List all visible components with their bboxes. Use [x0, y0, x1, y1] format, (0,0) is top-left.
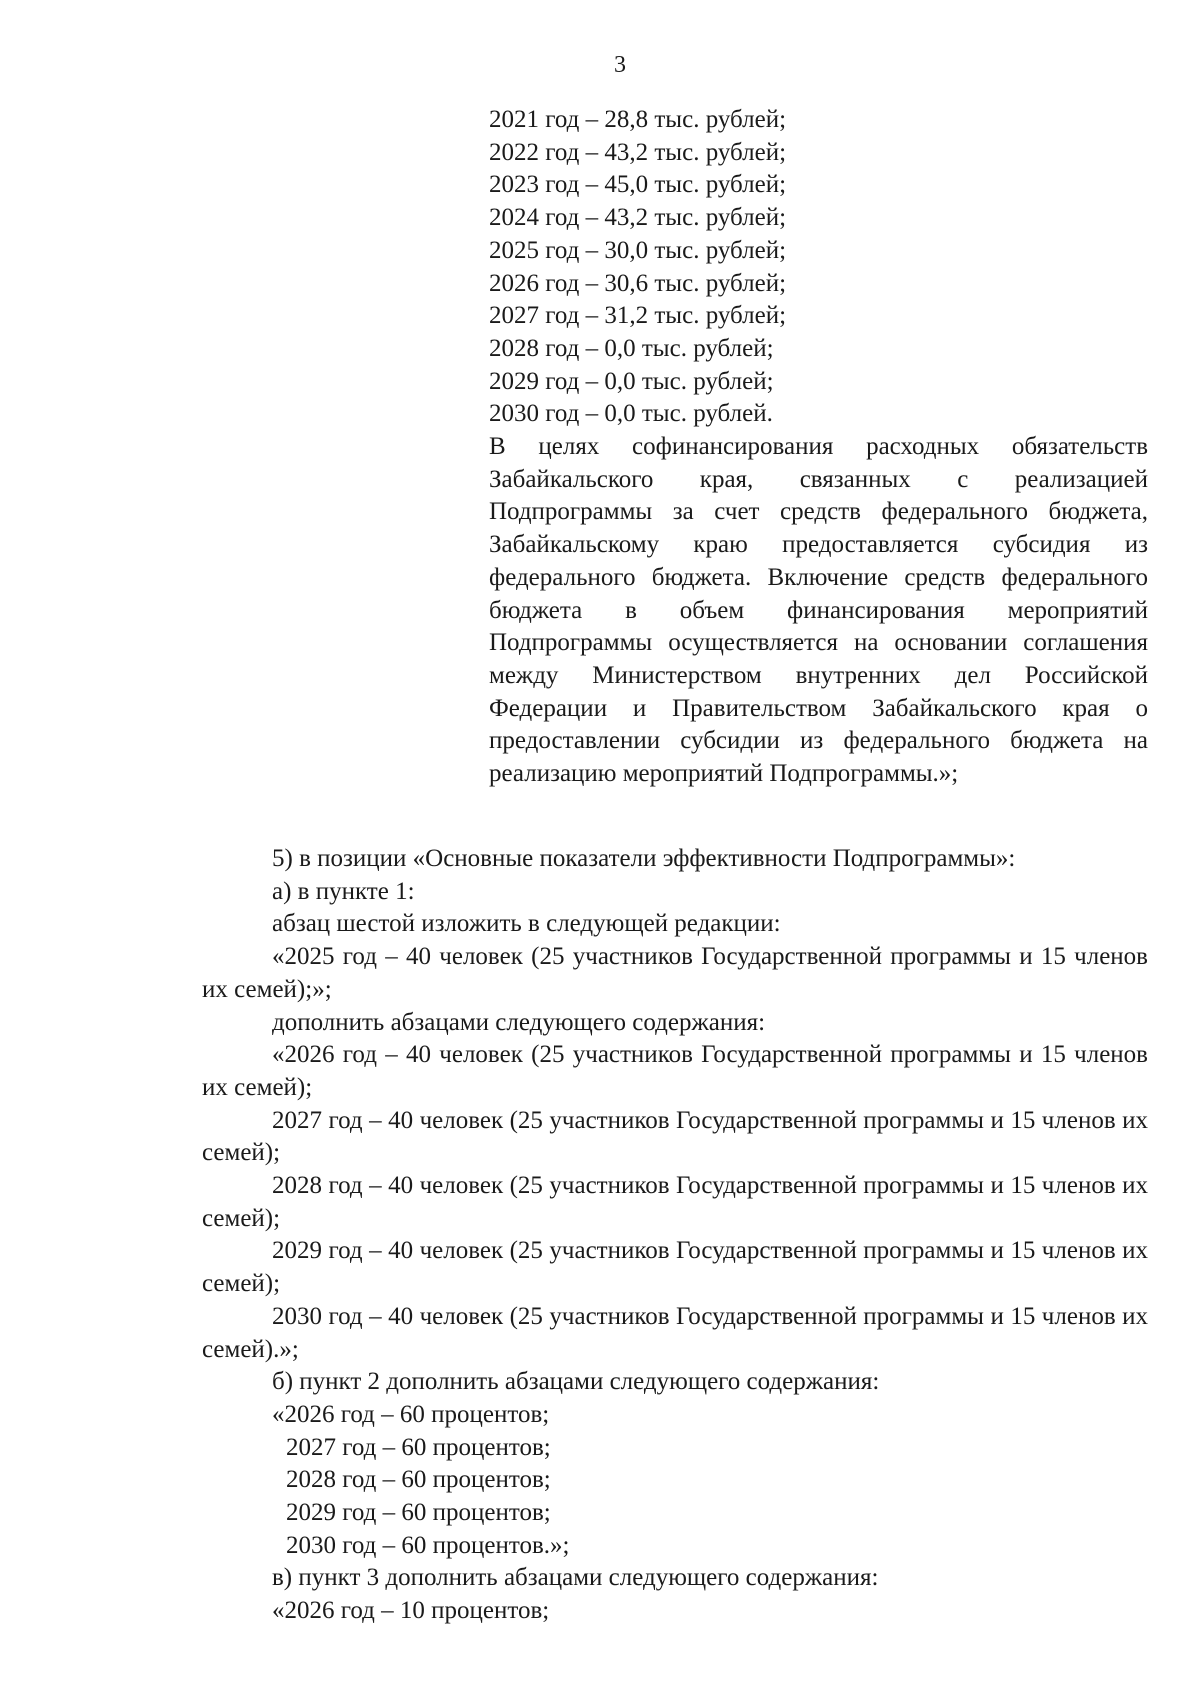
subitem-b: б) пункт 2 дополнить абзацами следующего содержания:: [272, 1368, 880, 1396]
percent-line-v-2026: «2026 год – 10 процентов;: [272, 1597, 550, 1625]
quote-2030: 2030 год – 40 человек (25 участников Государственной программы и 15 членов их семей).»;: [202, 1302, 1148, 1363]
funding-year-line: 2029 год – 0,0 тыс. рублей;: [489, 367, 774, 395]
funding-year-line: 2026 год – 30,6 тыс. рублей;: [489, 269, 787, 297]
page-number: 3: [614, 52, 626, 78]
quote-2026: «2026 год – 40 человек (25 участников Государственной программы и 15 членов их семей);: [202, 1041, 1148, 1101]
cofinancing-paragraph: В целях софинансирования расходных обязательств Забайкальского края, связанных с реализацией Подпрограммы за счет средств федерального бюджета, Забайкальскому краю предоставляется субсидия из федерального бюджета. Включение средств федерального бюджета в объем финансирования мероприятий Подпрограммы осуществляется на основании соглашения между Министерством внутренних дел Российской Федерации и Правительством Забайкальского края о предоставлении субсидии из федерального бюджета на реализацию мероприятий Подпрограммы.»;: [489, 433, 1148, 788]
percent-line-2027: 2027 год – 60 процентов;: [286, 1433, 551, 1461]
quote-2025: «2025 год – 40 человек (25 участников Государственной программы и 15 членов их семей);»;: [202, 943, 1148, 1003]
funding-year-line: 2024 год – 43,2 тыс. рублей;: [489, 204, 787, 232]
quote-2028: 2028 год – 40 человек (25 участников Государственной программы и 15 членов их семей);: [202, 1172, 1148, 1232]
percent-line-2028: 2028 год – 60 процентов;: [286, 1466, 551, 1494]
subitem-a: а) в пункте 1:: [272, 877, 415, 905]
funding-year-line: 2023 год – 45,0 тыс. рублей;: [489, 171, 787, 199]
funding-year-line: 2027 год – 31,2 тыс. рублей;: [489, 302, 787, 330]
percent-line-2030: 2030 год – 60 процентов.»;: [286, 1531, 570, 1559]
funding-by-year-block: [489, 104, 1148, 791]
paragraph-six-instruction: абзац шестой изложить в следующей редакции:: [272, 910, 781, 938]
funding-year-line: 2022 год – 43,2 тыс. рублей;: [489, 138, 787, 166]
subitem-v: в) пункт 3 дополнить абзацами следующего содержания:: [272, 1564, 879, 1592]
add-paragraphs-instruction: дополнить абзацами следующего содержания:: [272, 1008, 766, 1036]
item-5-heading: 5) в позиции «Основные показатели эффективности Подпрограммы»:: [272, 845, 1016, 872]
funding-year-line: 2028 год – 0,0 тыс. рублей;: [489, 334, 774, 362]
funding-year-line: 2030 год – 0,0 тыс. рублей.: [489, 400, 773, 428]
amendments-body: [202, 843, 1148, 1628]
quote-2027: 2027 год – 40 человек (25 участников Государственной программы и 15 членов их семей);: [202, 1106, 1148, 1167]
percent-line-2029: 2029 год – 60 процентов;: [286, 1499, 551, 1527]
quote-2029: 2029 год – 40 человек (25 участников Государственной программы и 15 членов их семей);: [202, 1237, 1148, 1298]
percent-line-2026: «2026 год – 60 процентов;: [272, 1400, 550, 1428]
funding-year-line: 2021 год – 28,8 тыс. рублей;: [489, 106, 787, 133]
funding-year-line: 2025 год – 30,0 тыс. рублей;: [489, 236, 787, 264]
